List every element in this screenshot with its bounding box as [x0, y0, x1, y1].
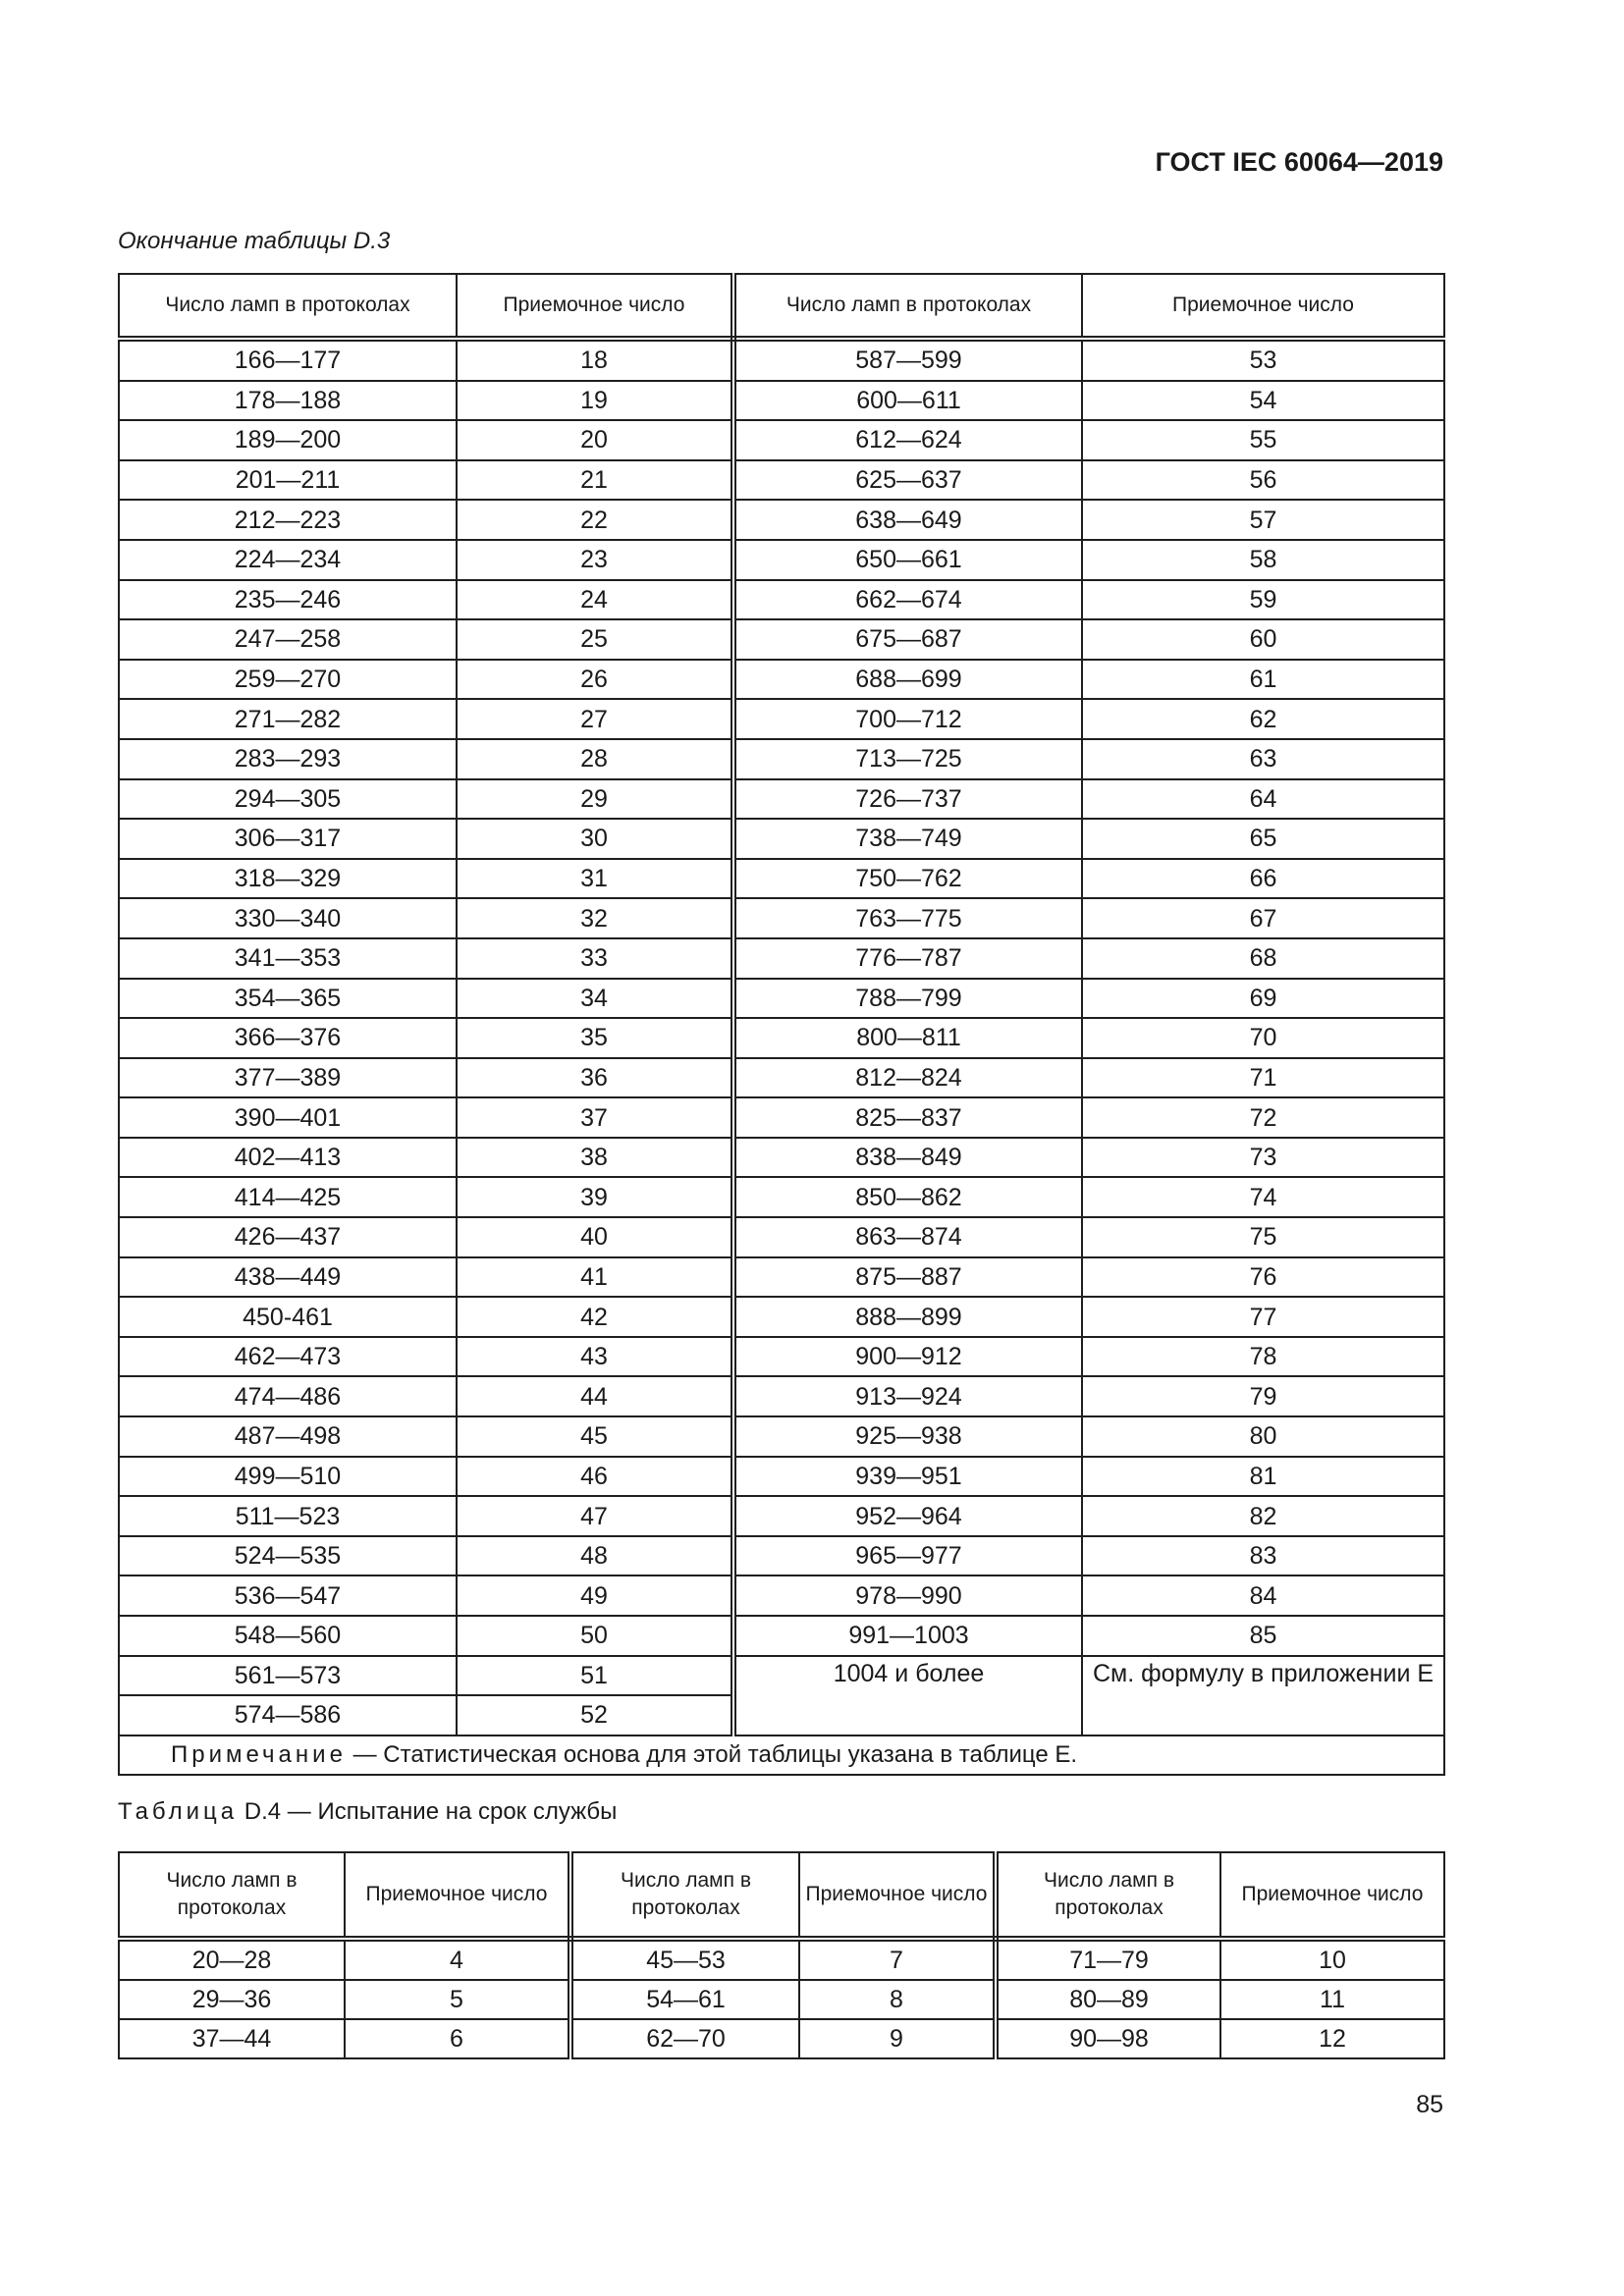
table-cell: 8: [799, 1980, 996, 2019]
table-cell: 31: [457, 859, 733, 899]
table-cell: 283—293: [119, 739, 457, 779]
table-cell: 688—699: [733, 660, 1082, 700]
table-cell: 78: [1082, 1337, 1444, 1377]
table-cell: 37—44: [119, 2019, 345, 2058]
table-cell: 952—964: [733, 1496, 1082, 1536]
table-cell: 43: [457, 1337, 733, 1377]
table-cell: 57: [1082, 500, 1444, 540]
table-cell: 713—725: [733, 739, 1082, 779]
table-cell: 499—510: [119, 1457, 457, 1497]
table-cell: 487—498: [119, 1416, 457, 1457]
table-row: [119, 1217, 1444, 1257]
table-cell: 20: [457, 420, 733, 460]
table-row: [119, 1376, 1444, 1416]
table-cell: 53: [1082, 339, 1444, 381]
table-cell: 978—990: [733, 1575, 1082, 1616]
table-cell: 27: [457, 699, 733, 739]
table-cell: 67: [1082, 898, 1444, 938]
table-cell: 40: [457, 1217, 733, 1257]
table-cell: 60: [1082, 619, 1444, 660]
table-d3: [118, 273, 1445, 1776]
column-header: Приемочное число: [457, 274, 733, 339]
table-cell: 625—637: [733, 460, 1082, 501]
table-cell: 600—611: [733, 381, 1082, 421]
table-cell: 34: [457, 979, 733, 1019]
table-cell: 29—36: [119, 1980, 345, 2019]
table-cell: 247—258: [119, 619, 457, 660]
table-cell: 536—547: [119, 1575, 457, 1616]
table-cell: 548—560: [119, 1616, 457, 1656]
table-cell: 341—353: [119, 938, 457, 979]
table-row: [119, 1980, 1444, 2019]
table-cell: См. формулу в приложении Е: [1082, 1656, 1444, 1735]
table-cell: 438—449: [119, 1257, 457, 1298]
table-row: [119, 979, 1444, 1019]
table-cell: 662—674: [733, 580, 1082, 620]
table-cell: 59: [1082, 580, 1444, 620]
table-cell: 26: [457, 660, 733, 700]
table-cell: 71: [1082, 1058, 1444, 1098]
table-cell: 201—211: [119, 460, 457, 501]
table-cell: 776—787: [733, 938, 1082, 979]
table-note: [119, 1735, 1444, 1775]
table-row: [119, 739, 1444, 779]
table-cell: 69: [1082, 979, 1444, 1019]
table-cell: 925—938: [733, 1416, 1082, 1457]
table-d3-header-row: [119, 274, 1444, 339]
column-header: Приемочное число: [1082, 274, 1444, 339]
table-cell: 56: [1082, 460, 1444, 501]
table-cell: 354—365: [119, 979, 457, 1019]
table-cell: 23: [457, 540, 733, 580]
table-cell: 30: [457, 819, 733, 859]
table-cell: 812—824: [733, 1058, 1082, 1098]
table-cell: 62—70: [570, 2019, 799, 2058]
table-cell: 45—53: [570, 1939, 799, 1980]
table-row: [119, 500, 1444, 540]
table-row: [119, 2019, 1444, 2058]
table-cell: 37: [457, 1097, 733, 1138]
table-cell: 763—775: [733, 898, 1082, 938]
table-cell: 36: [457, 1058, 733, 1098]
table-row: [119, 1656, 1444, 1696]
table-cell: 54—61: [570, 1980, 799, 2019]
table-d4: [118, 1851, 1445, 2059]
table-cell: 81: [1082, 1457, 1444, 1497]
table-cell: 4: [345, 1939, 570, 1980]
table-cell: 44: [457, 1376, 733, 1416]
table-cell: 850—862: [733, 1177, 1082, 1217]
table-cell: 838—849: [733, 1138, 1082, 1178]
table-row: [119, 1536, 1444, 1576]
table-cell: 65: [1082, 819, 1444, 859]
table-row: [119, 540, 1444, 580]
table-cell: 587—599: [733, 339, 1082, 381]
table-cell: 318—329: [119, 859, 457, 899]
table-row: [119, 1337, 1444, 1377]
table-cell: 414—425: [119, 1177, 457, 1217]
column-header: Число ламп в протоколах: [119, 274, 457, 339]
table-d4-title-label: Таблица: [118, 1798, 239, 1825]
table-cell: 19: [457, 381, 733, 421]
table-cell: 462—473: [119, 1337, 457, 1377]
table-cell: 29: [457, 779, 733, 820]
table-cell: 366—376: [119, 1018, 457, 1058]
table-row: [119, 1058, 1444, 1098]
table-row: [119, 819, 1444, 859]
table-d4-header-row: [119, 1852, 1444, 1939]
table-row: [119, 381, 1444, 421]
table-d4-title-text: D.4 — Испытание на срок службы: [238, 1798, 618, 1825]
table-row: [119, 1297, 1444, 1337]
table-row: [119, 1097, 1444, 1138]
table-row: [119, 1416, 1444, 1457]
table-cell: 426—437: [119, 1217, 457, 1257]
table-cell: 377—389: [119, 1058, 457, 1098]
table-row: [119, 420, 1444, 460]
table-cell: 32: [457, 898, 733, 938]
table-cell: 70: [1082, 1018, 1444, 1058]
table-cell: 52: [457, 1695, 733, 1735]
table-cell: 80: [1082, 1416, 1444, 1457]
table-cell: 58: [1082, 540, 1444, 580]
table-cell: 294—305: [119, 779, 457, 820]
table-cell: 7: [799, 1939, 996, 1980]
page-number: 85: [1416, 2091, 1443, 2118]
table-cell: 50: [457, 1616, 733, 1656]
table-cell: 178—188: [119, 381, 457, 421]
table-cell: 45: [457, 1416, 733, 1457]
table-row: [119, 898, 1444, 938]
document-id: ГОСТ IEC 60064—2019: [1155, 147, 1443, 177]
table-row: [119, 619, 1444, 660]
table-cell: 20—28: [119, 1939, 345, 1980]
table-cell: 939—951: [733, 1457, 1082, 1497]
table-cell: 10: [1220, 1939, 1444, 1980]
table-cell: 54: [1082, 381, 1444, 421]
table-cell: 212—223: [119, 500, 457, 540]
table-cell: 61: [1082, 660, 1444, 700]
table-cell: 965—977: [733, 1536, 1082, 1576]
table-cell: 76: [1082, 1257, 1444, 1298]
table-cell: 750—762: [733, 859, 1082, 899]
table-cell: 6: [345, 2019, 570, 2058]
table-cell: 189—200: [119, 420, 457, 460]
table-row: [119, 779, 1444, 820]
column-header: Приемочное число: [345, 1852, 570, 1939]
table-cell: 82: [1082, 1496, 1444, 1536]
column-header: Приемочное число: [799, 1852, 996, 1939]
table-row: [119, 1616, 1444, 1656]
table-cell: 24: [457, 580, 733, 620]
table-row: [119, 1496, 1444, 1536]
table-cell: 55: [1082, 420, 1444, 460]
table-cell: 524—535: [119, 1536, 457, 1576]
table-cell: 1004 и более: [733, 1656, 1082, 1735]
table-cell: 33: [457, 938, 733, 979]
table-row: [119, 1138, 1444, 1178]
table-cell: 74: [1082, 1177, 1444, 1217]
column-header: Приемочное число: [1220, 1852, 1444, 1939]
table-cell: 12: [1220, 2019, 1444, 2058]
table-row: [119, 1177, 1444, 1217]
table-cell: 66: [1082, 859, 1444, 899]
table-cell: 73: [1082, 1138, 1444, 1178]
table-row: [119, 1939, 1444, 1980]
table-cell: 25: [457, 619, 733, 660]
table-cell: 825—837: [733, 1097, 1082, 1138]
column-header: Число ламп в протоколах: [570, 1852, 799, 1939]
table-cell: 79: [1082, 1376, 1444, 1416]
table-cell: 39: [457, 1177, 733, 1217]
column-header: Число ламп в протоколах: [996, 1852, 1220, 1939]
table-cell: 474—486: [119, 1376, 457, 1416]
table-cell: 330—340: [119, 898, 457, 938]
table-row: [119, 699, 1444, 739]
table-cell: 85: [1082, 1616, 1444, 1656]
table-row: [119, 859, 1444, 899]
table-cell: 62: [1082, 699, 1444, 739]
column-header: Число ламп в протоколах: [733, 274, 1082, 339]
table-cell: 700—712: [733, 699, 1082, 739]
table-cell: 9: [799, 2019, 996, 2058]
table-cell: 800—811: [733, 1018, 1082, 1058]
table-row: [119, 580, 1444, 620]
table-cell: 612—624: [733, 420, 1082, 460]
table-cell: 788—799: [733, 979, 1082, 1019]
table-cell: 84: [1082, 1575, 1444, 1616]
table-cell: 64: [1082, 779, 1444, 820]
table-cell: 68: [1082, 938, 1444, 979]
table-cell: 72: [1082, 1097, 1444, 1138]
note-label: Примечание: [171, 1740, 347, 1768]
table-cell: 28: [457, 739, 733, 779]
note-text: — Статистическая основа для этой таблицы указана в таблице Е.: [346, 1740, 1078, 1768]
table-row: [119, 938, 1444, 979]
table-cell: 18: [457, 339, 733, 381]
table-cell: 235—246: [119, 580, 457, 620]
table-cell: 11: [1220, 1980, 1444, 2019]
table-cell: 71—79: [996, 1939, 1220, 1980]
table-d4-title: [118, 1798, 617, 1826]
table-cell: 913—924: [733, 1376, 1082, 1416]
table-cell: 259—270: [119, 660, 457, 700]
table-cell: 638—649: [733, 500, 1082, 540]
table-cell: 306—317: [119, 819, 457, 859]
table-cell: 63: [1082, 739, 1444, 779]
table-cell: 75: [1082, 1217, 1444, 1257]
table-row: [119, 1257, 1444, 1298]
table-row: [119, 1575, 1444, 1616]
table-row: [119, 339, 1444, 381]
table-row: [119, 1457, 1444, 1497]
table-continuation-caption: Окончание таблицы D.3: [118, 228, 391, 254]
table-cell: 224—234: [119, 540, 457, 580]
table-note-row: [119, 1735, 1444, 1775]
table-cell: 41: [457, 1257, 733, 1298]
table-cell: 875—887: [733, 1257, 1082, 1298]
table-cell: 38: [457, 1138, 733, 1178]
table-cell: 49: [457, 1575, 733, 1616]
table-cell: 863—874: [733, 1217, 1082, 1257]
table-cell: 574—586: [119, 1695, 457, 1735]
table-cell: 90—98: [996, 2019, 1220, 2058]
table-cell: 5: [345, 1980, 570, 2019]
table-cell: 42: [457, 1297, 733, 1337]
table-cell: 738—749: [733, 819, 1082, 859]
table-cell: 726—737: [733, 779, 1082, 820]
table-cell: 900—912: [733, 1337, 1082, 1377]
table-row: [119, 1018, 1444, 1058]
table-cell: 22: [457, 500, 733, 540]
table-row: [119, 660, 1444, 700]
table-cell: 561—573: [119, 1656, 457, 1696]
table-cell: 450-461: [119, 1297, 457, 1337]
table-cell: 271—282: [119, 699, 457, 739]
table-cell: 21: [457, 460, 733, 501]
column-header: Число ламп в протоколах: [119, 1852, 345, 1939]
table-cell: 390—401: [119, 1097, 457, 1138]
table-cell: 48: [457, 1536, 733, 1576]
table-row: [119, 460, 1444, 501]
table-cell: 77: [1082, 1297, 1444, 1337]
table-cell: 47: [457, 1496, 733, 1536]
table-cell: 675—687: [733, 619, 1082, 660]
table-cell: 511—523: [119, 1496, 457, 1536]
table-cell: 80—89: [996, 1980, 1220, 2019]
table-cell: 35: [457, 1018, 733, 1058]
table-cell: 991—1003: [733, 1616, 1082, 1656]
table-cell: 888—899: [733, 1297, 1082, 1337]
table-cell: 402—413: [119, 1138, 457, 1178]
table-cell: 650—661: [733, 540, 1082, 580]
table-cell: 46: [457, 1457, 733, 1497]
table-cell: 166—177: [119, 339, 457, 381]
table-cell: 51: [457, 1656, 733, 1696]
table-cell: 83: [1082, 1536, 1444, 1576]
